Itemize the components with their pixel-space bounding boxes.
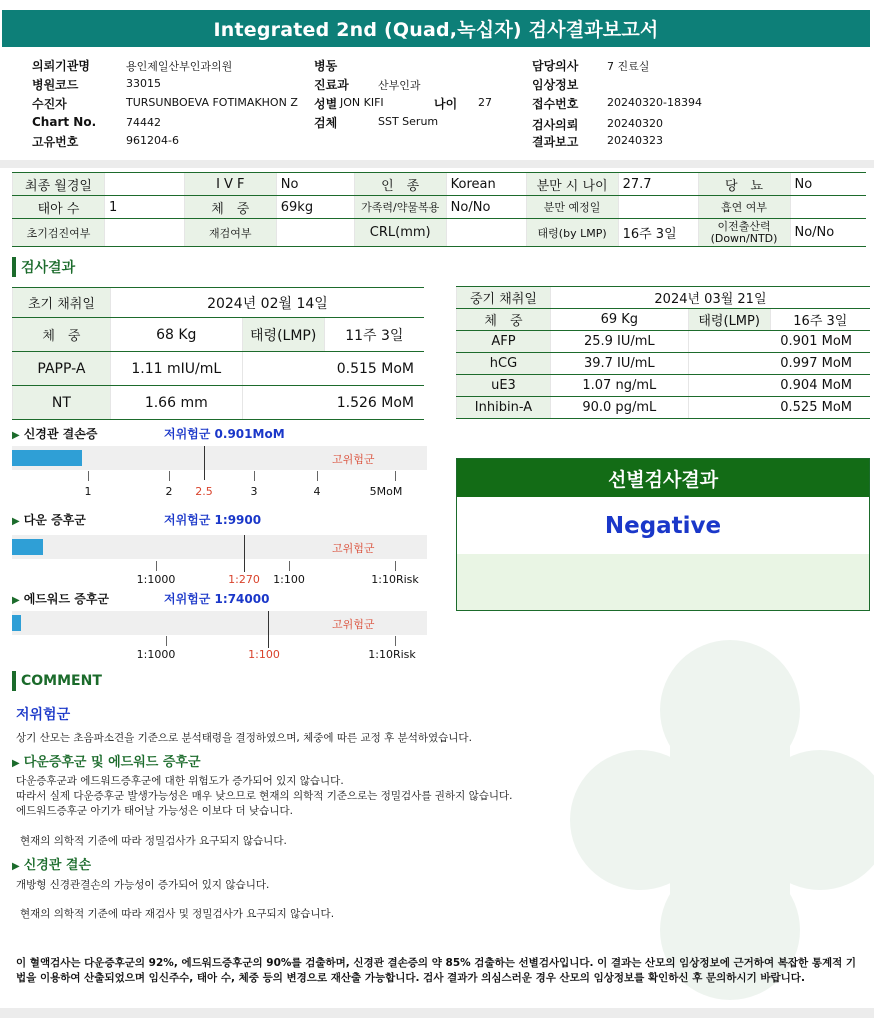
second-marker-mom: 0.904 MoM [688,375,870,397]
second-marker-mom: 0.901 MoM [688,331,870,353]
unique-label: 고유번호 [32,135,79,149]
second-trimester-table [456,286,870,419]
due-label: 분만 예정일 [526,196,618,219]
race-label: 인 종 [354,173,446,196]
ntd-note: 현재의 의학적 기준에 따라 재검사 및 정밀검사가 요구되지 않습니다. [20,908,335,920]
first-weight-value: 68 Kg [110,318,242,352]
second-marker-mom: 0.525 MoM [688,397,870,419]
second-marker-value: 90.0 pg/mL [550,397,688,419]
edwards-tick-label: 1:1000 [136,648,176,661]
weight-value: 69kg [276,196,354,219]
receipt-label: 접수번호 [532,97,579,111]
dept-label: 진료과 [314,78,349,92]
triangle-icon: ▶ [12,430,20,441]
down-risk-level: 저위험군 1:9900 [164,513,262,527]
first-test-label: 초기검진여부 [13,219,105,247]
footer-disclaimer: 이 혈액검사는 다운증후군의 92%, 에드워드증후군의 90%를 검출하며, 신경관 결손증의 약 85% 검출하는 선별검사입니다. 이 결과는 산모의 임상정보에 근거하여 복잡한 통계적 기법을 이용하여 산출되었으며 임신주수, 태아 수, 체중 등의 변경으로 재산출 가능합니다. 검사 결과가 의심스러운 경우 산모의 임상정보를 확인하신 후 문의하시기 바랍니다. [16,957,857,984]
chart-label: Chart No. [32,115,97,129]
triangle-icon: ▶ [12,861,20,872]
down-cutoff-line [244,535,245,572]
dept-value: 산부인과 [378,79,421,92]
edwards-tick [395,636,396,646]
results-title-text: 검사결과 [21,260,76,276]
doctor-value: 7 진료실 [607,60,650,73]
age-value: 27 [478,96,492,109]
receipt-value: 20240320-18394 [607,96,702,109]
second-marker-value: 25.9 IU/mL [550,331,688,353]
second-weight-value: 69 Kg [550,309,688,331]
first-marker-mom: 0.515 MoM [242,352,424,386]
ga-value: 16주 3일 [618,219,698,247]
down-risk-name: 다운 증후군 [23,513,86,527]
hospital-code-value: 33015 [126,77,161,90]
weight-label: 체 중 [184,196,276,219]
down-high-risk-label: 고위험군 [332,542,375,555]
second-marker-value: 1.07 ng/mL [550,375,688,397]
ntd-high-risk-label: 고위험군 [332,453,375,466]
second-marker-name: uE3 [457,375,551,397]
patient-value: TURSUNBOEVA FOTIMAKHON Z [126,96,298,109]
ivf-value: No [276,173,354,196]
section-bar [12,257,16,277]
fetus-value: 1 [104,196,184,219]
edwards-risk-heading [12,590,270,607]
edwards-risk-fill [12,615,21,631]
first-marker-name: PAPP-A [13,352,111,386]
ntd-tick [395,471,396,481]
second-ga-value: 16주 3일 [770,309,870,331]
edwards-high-risk-label: 고위험군 [332,618,375,631]
clinical-label: 임상정보 [532,78,579,92]
ntd-heading [12,854,91,873]
down-edwards-title: 다운증후군 및 에드워드 증후군 [23,755,201,770]
down-risk-heading [12,511,262,528]
request-value: 20240320 [607,117,663,130]
down-line: 따라서 실제 다운증후군 발생가능성은 매우 낮으므로 현재의 의학적 기준으로는 정밀검사를 권하지 않습니다. [16,790,513,802]
sex-label: 성별 [314,97,338,111]
ntd-tick [254,471,255,481]
lmp-label: 최종 월경일 [13,173,105,196]
institution-label: 의뢰기관명 [32,59,90,73]
sex-value: JON KIFI [340,96,384,109]
header-separator [0,160,874,168]
ntd-risk-fill [12,450,82,466]
retest-value [276,219,354,247]
first-test-value [104,219,184,247]
second-marker-mom: 0.997 MoM [688,353,870,375]
edwards-risk-bar [12,611,427,635]
second-date-value: 2024년 03월 21일 [550,287,870,309]
chart-value: 74442 [126,116,161,129]
down-line: 다운증후군과 에드워드증후군에 대한 위험도가 증가되어 있지 않습니다. [16,775,344,787]
institution-value: 용인제일산부인과의원 [126,60,233,73]
edwards-tick-label: 1:10Risk [368,648,416,661]
ntd-tick-label: 5MoM [369,485,403,498]
screening-result-box [456,458,870,611]
ntd-risk-bar [12,446,427,470]
second-marker-value: 39.7 IU/mL [550,353,688,375]
edwards-tick [166,636,167,646]
results-section-title [12,257,75,277]
smoking-label: 흡연 여부 [698,196,790,219]
screening-result-title: 선별검사결과 [457,459,869,497]
diabetes-label: 당 뇨 [698,173,790,196]
first-marker-value: 1.11 mIU/mL [110,352,242,386]
down-risk-bar [12,535,427,559]
diabetes-value: No [790,173,866,196]
request-label: 검사의뢰 [532,118,579,132]
screening-result-value: Negative [457,497,869,554]
retest-label: 재검여부 [184,219,276,247]
down-tick-label: 1:100 [273,573,305,586]
bottom-band [0,1008,874,1018]
patient-header [0,53,874,159]
ntd-tick-label: 2 [165,485,173,498]
specimen-value: SST Serum [378,115,439,128]
triangle-icon: ▶ [12,595,20,606]
crl-label: CRL(mm) [354,219,446,247]
down-risk-fill [12,539,43,555]
triangle-icon: ▶ [12,758,20,769]
ntd-tick-label: 4 [313,485,321,498]
ntd-tick [88,471,89,481]
ntd-title: 신경관 결손 [23,858,92,873]
ntd-risk-name: 신경관 결손증 [23,427,98,441]
report-date-label: 결과보고 [532,135,579,149]
first-marker-mom: 1.526 MoM [242,386,424,420]
down-tick-label: 1:1000 [136,573,176,586]
family-label: 가족력/약물복용 [354,196,446,219]
prev-label: 이전출산력 (Down/NTD) [698,219,790,247]
second-ga-label: 태령(LMP) [688,309,770,331]
low-risk-text: 상기 산모는 초음파소견을 기준으로 분석태령을 결정하였으며, 체중에 따른 교정 후 분석하였습니다. [16,732,472,744]
down-tick-label: 1:10Risk [371,573,419,586]
first-weight-label: 체 중 [13,318,111,352]
ntd-tick-label: 1 [84,485,92,498]
age-at-delivery-value: 27.7 [618,173,698,196]
unique-value: 961204-6 [126,134,179,147]
fetus-label: 태아 수 [13,196,105,219]
patient-label: 수진자 [32,97,67,111]
low-risk-heading: 저위험군 [16,707,71,723]
race-value: Korean [446,173,526,196]
doctor-label: 담당의사 [532,59,579,73]
report-title: Integrated 2nd (Quad,녹십자) 검사결과보고서 [2,10,870,47]
ntd-line: 개방형 신경관결손의 가능성이 증가되어 있지 않습니다. [16,879,270,891]
first-ga-value: 11주 3일 [324,318,424,352]
smoking-value [790,196,866,219]
ntd-tick-label: 3 [250,485,258,498]
report-date-value: 20240323 [607,134,663,147]
section-bar [12,671,16,691]
ntd-risk-level: 저위험군 0.901MoM [164,427,285,441]
comment-title-text: COMMENT [21,673,102,689]
specimen-label: 검체 [314,116,338,130]
second-marker-name: AFP [457,331,551,353]
comment-section-title [12,671,102,691]
ivf-label: I V F [184,173,276,196]
ward-label: 병동 [314,59,338,73]
prev-value: No/No [790,219,866,247]
second-marker-name: hCG [457,353,551,375]
edwards-risk-level: 저위험군 1:74000 [164,592,270,606]
down-tick [289,561,290,571]
age-label: 나이 [434,97,458,111]
second-date-label: 중기 채취일 [457,287,551,309]
down-tick [156,561,157,571]
down-tick-label: 1:270 [228,573,260,586]
second-marker-name: Inhibin-A [457,397,551,419]
down-line: 에드워드증후군 아기가 태어날 가능성은 이보다 더 낮습니다. [16,805,293,817]
edwards-cutoff-line [268,611,269,648]
edwards-tick-label: 1:100 [248,648,280,661]
crl-value [446,219,526,247]
first-marker-value: 1.66 mm [110,386,242,420]
clinical-info-table [12,172,866,247]
ntd-tick-label: 2.5 [195,485,213,498]
second-weight-label: 체 중 [457,309,551,331]
first-trimester-table [12,287,424,420]
first-date-value: 2024년 02월 14일 [110,288,424,318]
down-note: 현재의 의학적 기준에 따라 정밀검사가 요구되지 않습니다. [20,835,287,847]
ga-label: 태령(by LMP) [526,219,618,247]
due-value [618,196,698,219]
down-tick [395,561,396,571]
first-date-label: 초기 채취일 [13,288,111,318]
ntd-tick [317,471,318,481]
first-marker-name: NT [13,386,111,420]
age-at-delivery-label: 분만 시 나이 [526,173,618,196]
edwards-risk-name: 에드워드 증후군 [23,592,110,606]
lmp-value [104,173,184,196]
down-edwards-heading [12,751,201,770]
triangle-icon: ▶ [12,516,20,527]
family-value: No/No [446,196,526,219]
hospital-code-label: 병원코드 [32,78,79,92]
ntd-cutoff-line [204,446,205,480]
ntd-tick [169,471,170,481]
first-ga-label: 태령(LMP) [242,318,324,352]
ntd-risk-heading [12,425,285,442]
